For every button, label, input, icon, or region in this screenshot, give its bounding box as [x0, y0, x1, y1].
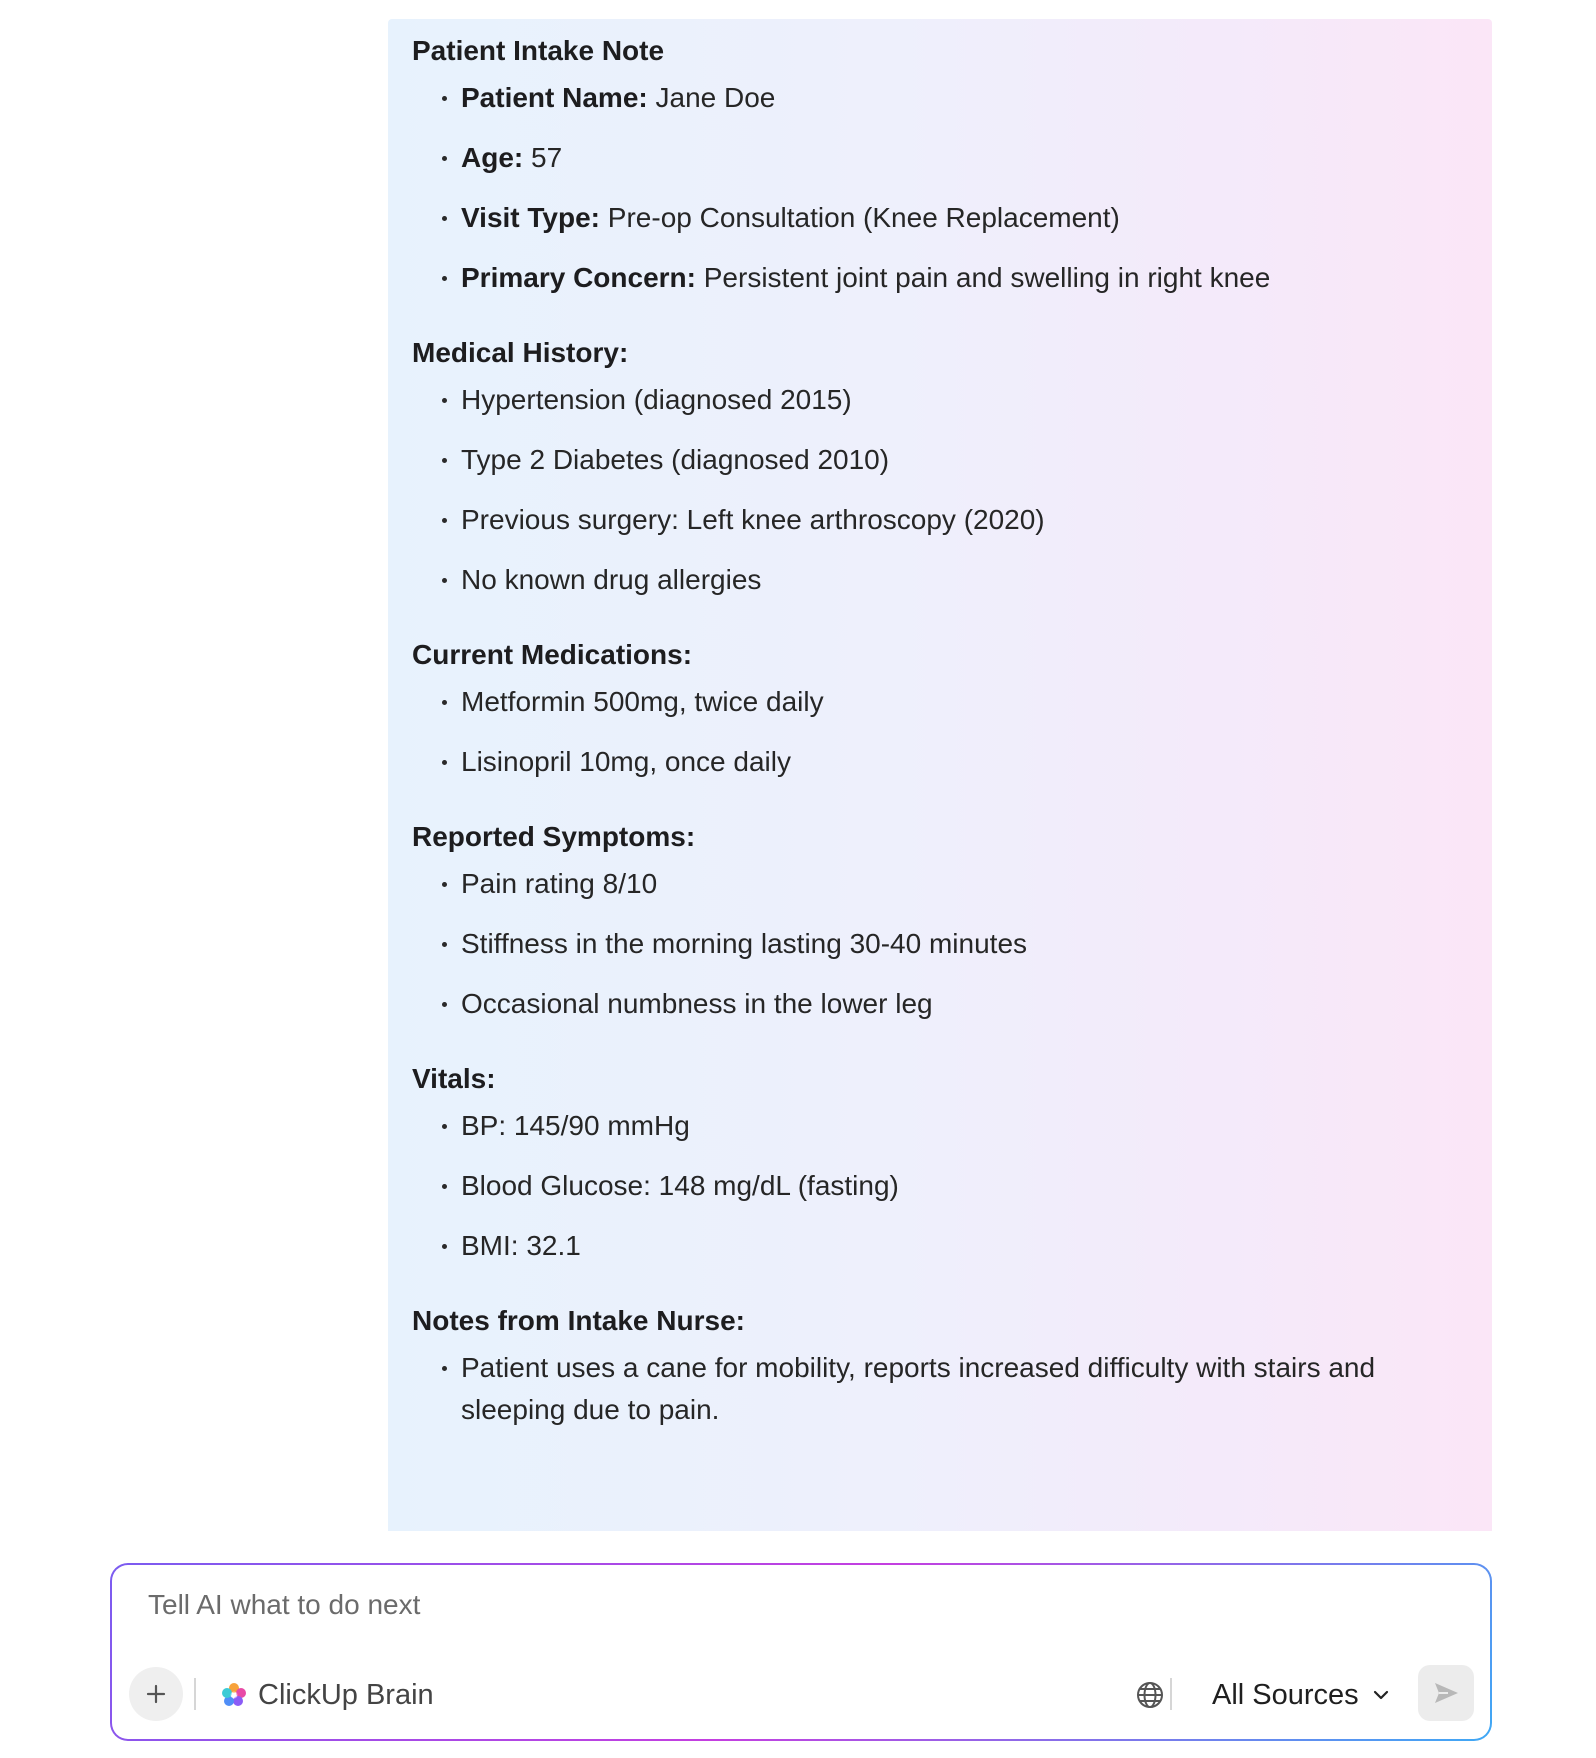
list-item: Pain rating 8/10	[412, 863, 1468, 905]
list-item: Hypertension (diagnosed 2015)	[412, 379, 1468, 421]
section-title: Reported Symptoms:	[412, 821, 696, 852]
item-label: Visit Type:	[461, 202, 601, 233]
item-label: Primary Concern:	[461, 262, 696, 293]
sources-dropdown[interactable]	[1212, 1673, 1391, 1717]
list-item: Occasional numbness in the lower leg	[412, 983, 1468, 1025]
toolbar-divider	[194, 1678, 196, 1710]
item-label: Patient Name:	[461, 82, 648, 113]
list-item: Type 2 Diabetes (diagnosed 2010)	[412, 439, 1468, 481]
section-medical-history	[412, 335, 1468, 601]
ai-composer	[110, 1563, 1492, 1741]
item-value: Pre-op Consultation (Knee Replacement)	[607, 202, 1120, 233]
ai-response-message	[388, 19, 1492, 1531]
add-attachment-button[interactable]	[129, 1667, 183, 1721]
list-item	[412, 257, 1468, 299]
list-item: Metformin 500mg, twice daily	[412, 681, 1468, 723]
section-reported-symptoms	[412, 819, 1468, 1025]
item-value: Persistent joint pain and swelling in right knee	[703, 262, 1271, 293]
clickup-brain-selector[interactable]	[220, 1673, 434, 1717]
list-item	[412, 77, 1468, 119]
item-value: 57	[531, 142, 563, 173]
list-item: Previous surgery: Left knee arthroscopy (2020)	[412, 499, 1468, 541]
section-title: Patient Intake Note	[412, 35, 665, 66]
item-value: Jane Doe	[655, 82, 776, 113]
list-item: BP: 145/90 mmHg	[412, 1105, 1468, 1147]
section-list	[412, 379, 1468, 601]
chevron-down-icon	[1371, 1685, 1391, 1705]
section-list	[412, 1105, 1468, 1267]
globe-icon[interactable]	[1134, 1679, 1166, 1711]
section-title: Current Medications:	[412, 639, 693, 670]
section-title: Notes from Intake Nurse:	[412, 1305, 745, 1336]
clickup-brain-icon	[220, 1681, 248, 1709]
section-list	[412, 1347, 1468, 1431]
section-title: Medical History:	[412, 337, 629, 368]
plus-icon	[144, 1682, 168, 1706]
section-current-medications	[412, 637, 1468, 783]
list-item: Blood Glucose: 148 mg/dL (fasting)	[412, 1165, 1468, 1207]
sources-label: All Sources	[1212, 1678, 1359, 1711]
section-list	[412, 863, 1468, 1025]
send-button[interactable]	[1418, 1665, 1474, 1721]
section-patient-intake-note	[412, 33, 1468, 299]
clickup-brain-label: ClickUp Brain	[258, 1678, 434, 1711]
list-item: Stiffness in the morning lasting 30-40 minutes	[412, 923, 1468, 965]
list-item	[412, 137, 1468, 179]
list-item: No known drug allergies	[412, 559, 1468, 601]
send-icon	[1431, 1678, 1461, 1708]
ai-prompt-input[interactable]	[148, 1589, 1148, 1621]
section-list	[412, 681, 1468, 783]
section-nurse-notes	[412, 1303, 1468, 1431]
list-item: Patient uses a cane for mobility, reports increased difficulty with stairs and sleeping due to pain.	[412, 1347, 1468, 1431]
item-label: Age:	[461, 142, 524, 173]
list-item	[412, 197, 1468, 239]
section-vitals	[412, 1061, 1468, 1267]
list-item: Lisinopril 10mg, once daily	[412, 741, 1468, 783]
toolbar-divider	[1170, 1678, 1172, 1710]
section-list	[412, 77, 1468, 299]
list-item: BMI: 32.1	[412, 1225, 1468, 1267]
section-title: Vitals:	[412, 1063, 496, 1094]
composer-body	[112, 1565, 1490, 1739]
